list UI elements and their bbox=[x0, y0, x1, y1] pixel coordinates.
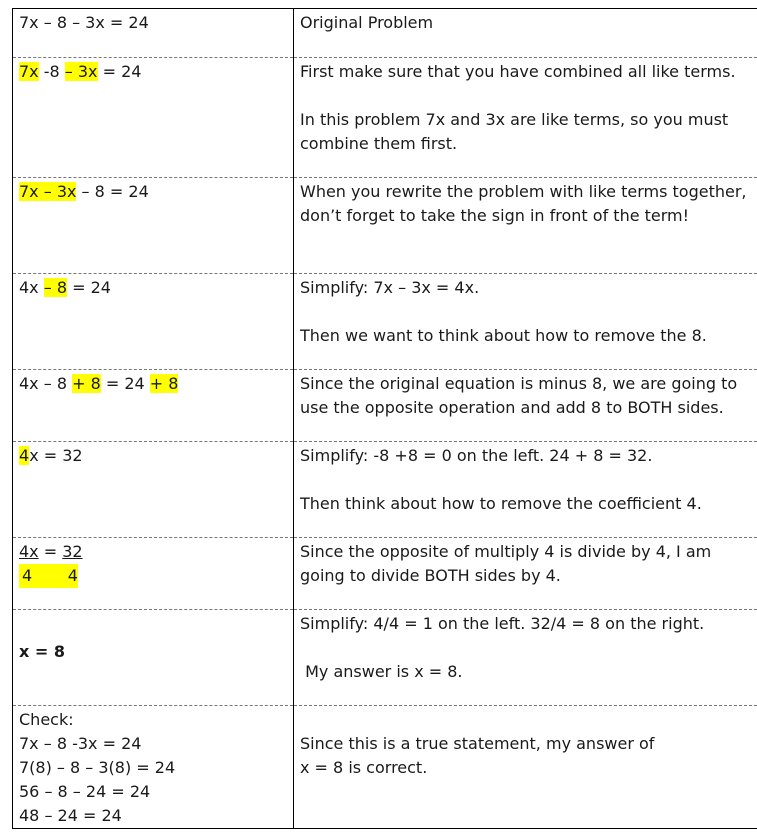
numerator-left: 4x bbox=[19, 542, 39, 561]
explanation-text: Then we want to think about how to remove the 8. bbox=[300, 326, 707, 345]
equation-text: 7x – 8 – 3x = 24 bbox=[19, 13, 149, 32]
check-line: 48 – 24 = 24 bbox=[19, 806, 122, 825]
check-line: 7x – 8 -3x = 24 bbox=[19, 734, 142, 753]
equation-text: – 8 = 24 bbox=[76, 182, 149, 201]
step-row-3 bbox=[13, 178, 757, 274]
highlighted-term: – 8 bbox=[43, 278, 67, 297]
explanation-text: First make sure that you have combined all like terms. bbox=[300, 62, 736, 81]
step-row-5 bbox=[13, 370, 757, 442]
equation-cell bbox=[13, 442, 294, 538]
numerator-right: 32 bbox=[62, 542, 83, 561]
step-row-8 bbox=[13, 610, 757, 706]
explanation-text: Since the original equation is minus 8, we are going to use the opposite operation and add 8 to BOTH sides. bbox=[300, 374, 738, 417]
step-row-9 bbox=[13, 706, 757, 829]
step-row-4 bbox=[13, 274, 757, 370]
highlighted-term: + 8 bbox=[72, 374, 101, 393]
equation-cell bbox=[13, 538, 294, 610]
explanation-text: My answer is x = 8. bbox=[300, 662, 463, 681]
step-row-2 bbox=[13, 58, 757, 178]
equation-cell bbox=[13, 178, 294, 274]
equation-text: -8 bbox=[38, 62, 65, 81]
explanation-cell bbox=[294, 442, 757, 538]
highlighted-term: – 3x bbox=[64, 62, 98, 81]
equation-text: = 24 bbox=[67, 278, 111, 297]
explanation-cell bbox=[294, 706, 757, 829]
highlighted-denominators: 4 4 bbox=[19, 564, 78, 588]
equation-text: 4x bbox=[19, 278, 44, 297]
equation-text: x = 32 bbox=[29, 446, 83, 465]
equation-text: = 24 bbox=[100, 374, 150, 393]
explanation-text: Original Problem bbox=[300, 13, 434, 32]
explanation-text: Simplify: 7x – 3x = 4x. bbox=[300, 278, 480, 297]
equation-cell bbox=[13, 9, 294, 58]
fraction-numerators bbox=[19, 540, 287, 564]
explanation-cell bbox=[294, 274, 757, 370]
explanation-text: In this problem 7x and 3x are like terms, so you must combine them first. bbox=[300, 110, 729, 153]
equation-cell bbox=[13, 274, 294, 370]
explanation-text: When you rewrite the problem with like terms together, don’t forget to take the sign in front of the term! bbox=[300, 182, 747, 225]
equation-text: = 24 bbox=[97, 62, 142, 81]
equation-cell bbox=[13, 370, 294, 442]
highlighted-term: 7x bbox=[19, 62, 39, 81]
step-row-7 bbox=[13, 538, 757, 610]
explanation-text: Then think about how to remove the coefficient 4. bbox=[300, 494, 702, 513]
explanation-cell bbox=[294, 58, 757, 178]
equation-text: 4x – 8 bbox=[19, 374, 73, 393]
step-row-1 bbox=[13, 9, 757, 58]
solution-steps-table bbox=[12, 8, 757, 829]
explanation-text: Simplify: -8 +8 = 0 on the left. 24 + 8 = 32. bbox=[300, 446, 653, 465]
equation-cell bbox=[13, 610, 294, 706]
explanation-cell bbox=[294, 538, 757, 610]
equation-cell bbox=[13, 58, 294, 178]
fraction-denominators bbox=[19, 564, 287, 588]
equals-sign: = bbox=[38, 542, 63, 561]
explanation-text: Since this is a true statement, my answer of bbox=[300, 734, 655, 753]
answer-text: x = 8 bbox=[19, 642, 65, 661]
equation-cell bbox=[13, 706, 294, 829]
explanation-text: Simplify: 4/4 = 1 on the left. 32/4 = 8 on the right. bbox=[300, 614, 705, 633]
check-line: 56 – 8 – 24 = 24 bbox=[19, 782, 151, 801]
explanation-text: x = 8 is correct. bbox=[300, 758, 428, 777]
explanation-cell bbox=[294, 610, 757, 706]
explanation-cell bbox=[294, 9, 757, 58]
check-line: 7(8) – 8 – 3(8) = 24 bbox=[19, 758, 176, 777]
step-row-6 bbox=[13, 442, 757, 538]
highlighted-term: + 8 bbox=[149, 374, 179, 393]
explanation-text: Since the opposite of multiply 4 is divide by 4, I am going to divide BOTH sides by 4. bbox=[300, 542, 712, 585]
explanation-cell bbox=[294, 178, 757, 274]
highlighted-term: 4 bbox=[19, 446, 30, 465]
explanation-cell bbox=[294, 370, 757, 442]
check-heading: Check: bbox=[19, 710, 74, 729]
highlighted-term: 7x – 3x bbox=[19, 182, 77, 201]
